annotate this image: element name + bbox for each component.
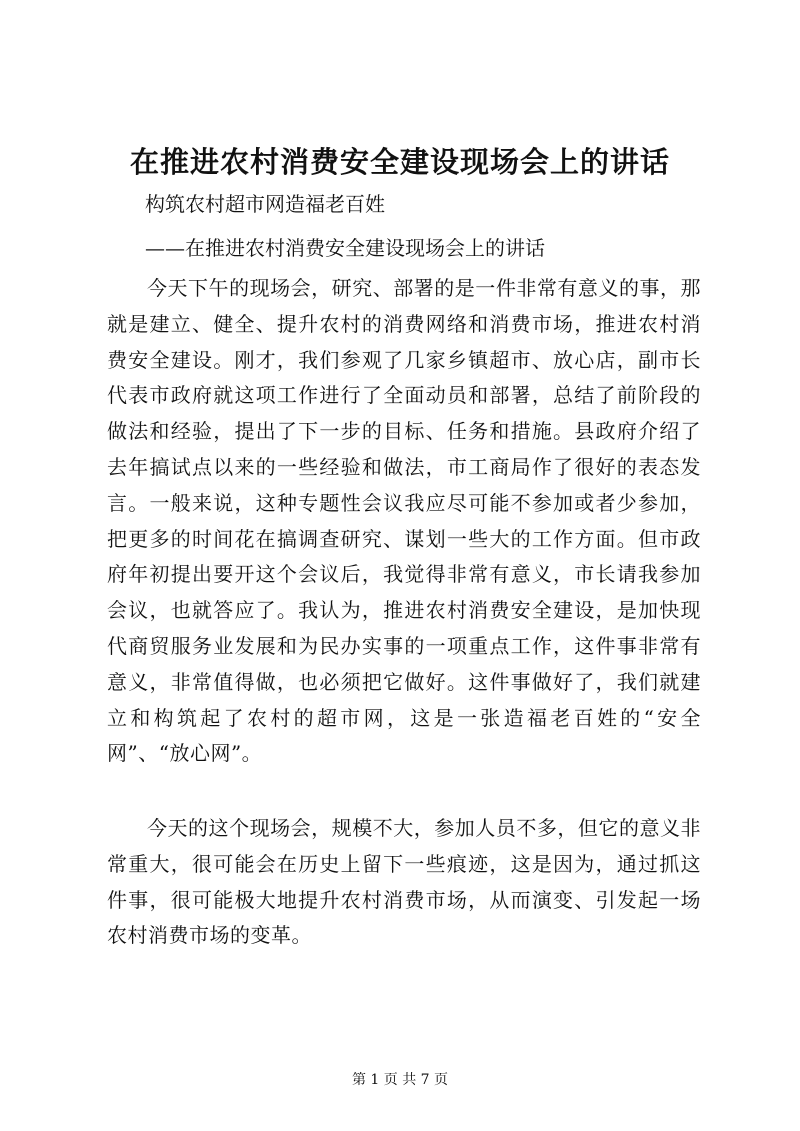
body-paragraph: 今天下午的现场会，研究、部署的是一件非常有意义的事，那就是建立、健全、提升农村的消费网络和消费市场，推进农村消费安全建设。刚才，我们参观了几家乡镇超市、放心店，副市长代表市政府就这项工作进行了全面动员和部署，总结了前阶段的做法和经验，提出了下一步的目标、任务和措施。县政府介绍了去年搞试点以来的一些经验和做法，市工商局作了很好的表态发言。一般来说，这种专题性会议我应尽可能不参加或者少参加，把更多的时间花在搞调查研究、谋划一些大的工作方面。但市政府年初提出要开这个会议后，我觉得非常有意义，市长请我参加会议，也就答应了。我认为，推进农村消费安全建设，是加快现代商贸服务业发展和为民办实事的一项重点工作，这件事非常有意义，非常值得做，也必须把它做好。这件事做好了，我们就建立和构筑起了农村的超市网，这是一张造福老百姓的“安全网”、“放心网”。 — [107, 276, 701, 766]
page-number-footer: 第 1 页 共 7 页 — [351, 1072, 449, 1088]
document-subtitle: 构筑农村超市网造福老百姓 — [145, 192, 385, 216]
document-title: 在推进农村消费安全建设现场会上的讲话 — [129, 145, 670, 179]
body-paragraph: 今天的这个现场会，规模不大，参加人员不多，但它的意义非常重大，很可能会在历史上留下一些痕迹，这是因为，通过抓这件事，很可能极大地提升农村消费市场，从而演变、引发起一场农村消费市场的变革。 — [107, 816, 701, 948]
document-dash-subtitle: ——在推进农村消费安全建设现场会上的讲话 — [145, 236, 545, 260]
